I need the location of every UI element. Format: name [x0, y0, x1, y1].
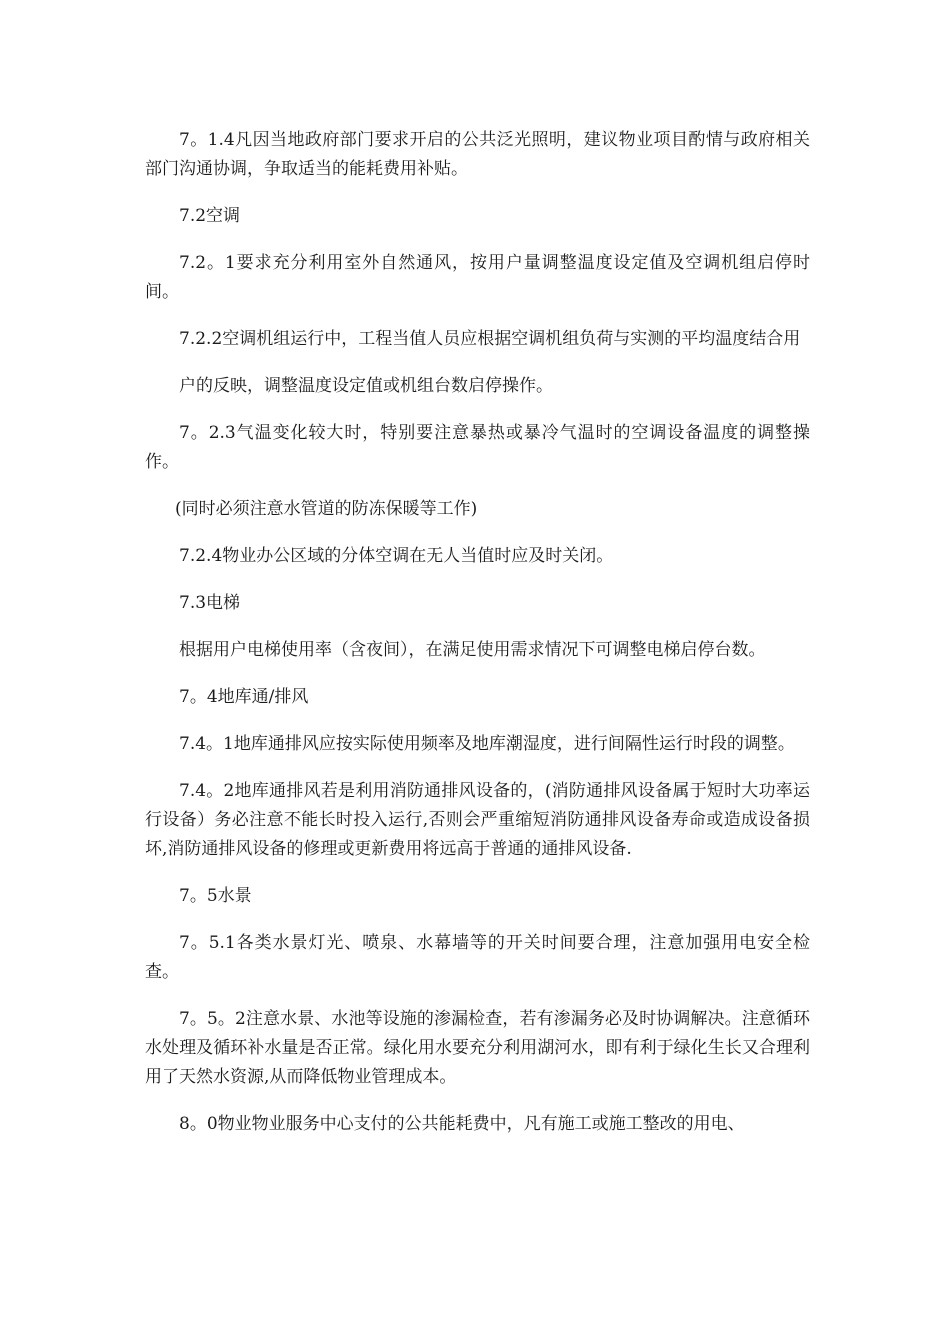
heading-7-5: 7。5水景 — [179, 886, 252, 906]
paragraph-7-2-2-continued: 户的反映，调整温度设定值或机组台数启停操作。 — [179, 376, 553, 396]
paragraph-8-0: 8。0物业物业服务中心支付的公共能耗费中，凡有施工或施工整改的用电、 — [179, 1114, 745, 1134]
paragraph-7-2-3-note: (同时必须注意水管道的防冻保暖等工作) — [175, 499, 478, 519]
document-body — [145, 126, 810, 1157]
paragraph-7-4-1: 7.4。1地库通排风应按实际使用频率及地库潮湿度，进行间隔性运行时段的调整。 — [179, 734, 795, 754]
paragraph-7-2-2: 7.2.2空调机组运行中，工程当值人员应根据空调机组负荷与实测的平均温度结合用 — [179, 329, 801, 349]
paragraph-7-2-3: 7。2.3气温变化较大时，特别要注意暴热或暴冷气温时的空调设备温度的调整操作。 — [145, 423, 810, 472]
paragraph-7-2-1: 7.2。1要求充分利用室外自然通风，按用户量调整温度设定值及空调机组启停时间。 — [145, 253, 810, 302]
paragraph-7-5-1: 7。5.1各类水景灯光、喷泉、水幕墙等的开关时间要合理，注意加强用电安全检查。 — [145, 933, 810, 982]
heading-7-3: 7.3电梯 — [179, 593, 241, 613]
paragraph-7-3-body: 根据用户电梯使用率（含夜间），在满足使用需求情况下可调整电梯启停台数。 — [179, 640, 766, 660]
heading-7-2: 7.2空调 — [179, 206, 241, 226]
paragraph-7-5-2: 7。5。2注意水景、水池等设施的渗漏检查，若有渗漏务必及时协调解决。注意循环水处理及循环补水量是否正常。绿化用水要充分利用湖河水，即有利于绿化生长又合理利用了天然水资源,从而降低物业管理成本。 — [145, 1009, 810, 1087]
paragraph-7-4-2: 7.4。2地库通排风若是利用消防通排风设备的，(消防通排风设备属于短时大功率运行设备）务必注意不能长时投入运行,否则会严重缩短消防通排风设备寿命或造成设备损坏,消防通排风设备的修理或更新费用将远高于普通的通排风设备. — [145, 781, 810, 859]
paragraph-7-1-4: 7。1.4凡因当地政府部门要求开启的公共泛光照明，建议物业项目酌情与政府相关部门沟通协调，争取适当的能耗费用补贴。 — [145, 130, 810, 179]
heading-7-4: 7。4地库通/排风 — [179, 687, 309, 707]
paragraph-7-2-4: 7.2.4物业办公区域的分体空调在无人当值时应及时关闭。 — [179, 546, 614, 566]
